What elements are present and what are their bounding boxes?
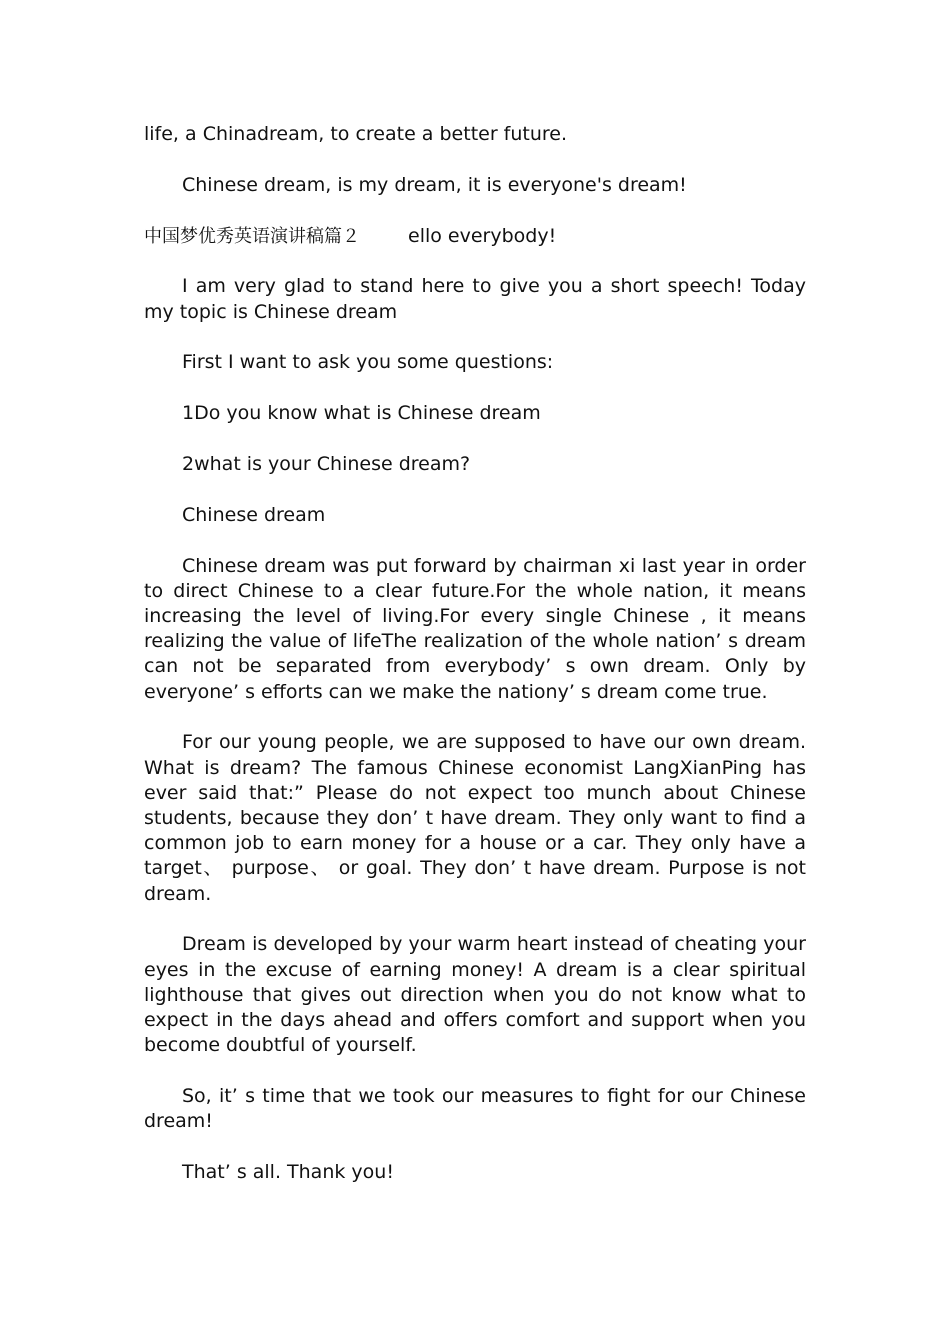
paragraph-closing-statement: Chinese dream, is my dream, it is everyone's dream! xyxy=(182,173,687,196)
paragraph-questions-lead: First I want to ask you some questions: xyxy=(182,351,554,374)
paragraph-question-1: 1Do you know what is Chinese dream xyxy=(182,402,541,425)
paragraph-body-1: Chinese dream was put forward by chairman xi last year in order to direct Chinese to a clear future.For the whole nation, it means increasing the level of living.For every single Chinese , it means realizing the value of lifeThe realization of the whole nation’ s dream can not be separated from everybody’ s own dream. Only by everyone’ s efforts can we make the nationy’ s dream come true. xyxy=(144,554,806,703)
paragraph-continuation: life, a Chinadream, to create a better future. xyxy=(144,123,568,145)
document-body xyxy=(144,122,806,1211)
paragraph-subheading: Chinese dream xyxy=(182,503,326,526)
section-greeting: ello everybody! xyxy=(408,224,557,247)
paragraph-question-2: 2what is your Chinese dream? xyxy=(182,452,471,475)
paragraph-body-3: Dream is developed by your warm heart instead of cheating your eyes in the excuse of earning money! A dream is a clear spiritual lighthouse that gives out direction when you do not know what to expect in the days ahead and offers comfort and support when you become doubtful of yourself. xyxy=(144,933,806,1057)
paragraph-body-4: So, it’ s time that we took our measures to fight for our Chinese dream! xyxy=(144,1085,806,1133)
paragraph-intro: I am very glad to stand here to give you a short speech! Today my topic is Chinese dream xyxy=(144,275,806,323)
paragraph-body-2: For our young people, we are supposed to have our own dream. What is dream? The famous Chinese economist LangXianPing has ever said that:” Please do not expect too munch about Chinese students, because they don’ t have dream. They only want to find a common job to earn money for a house or a car. They only have a target、 purpose、 or goal. They don’ t have dream. Purpose is not dream. xyxy=(144,731,806,905)
section-heading xyxy=(144,224,806,249)
paragraph-closing: That’ s all. Thank you! xyxy=(182,1161,394,1184)
section-title: 中国梦优秀英语演讲稿篇２ xyxy=(144,225,360,247)
